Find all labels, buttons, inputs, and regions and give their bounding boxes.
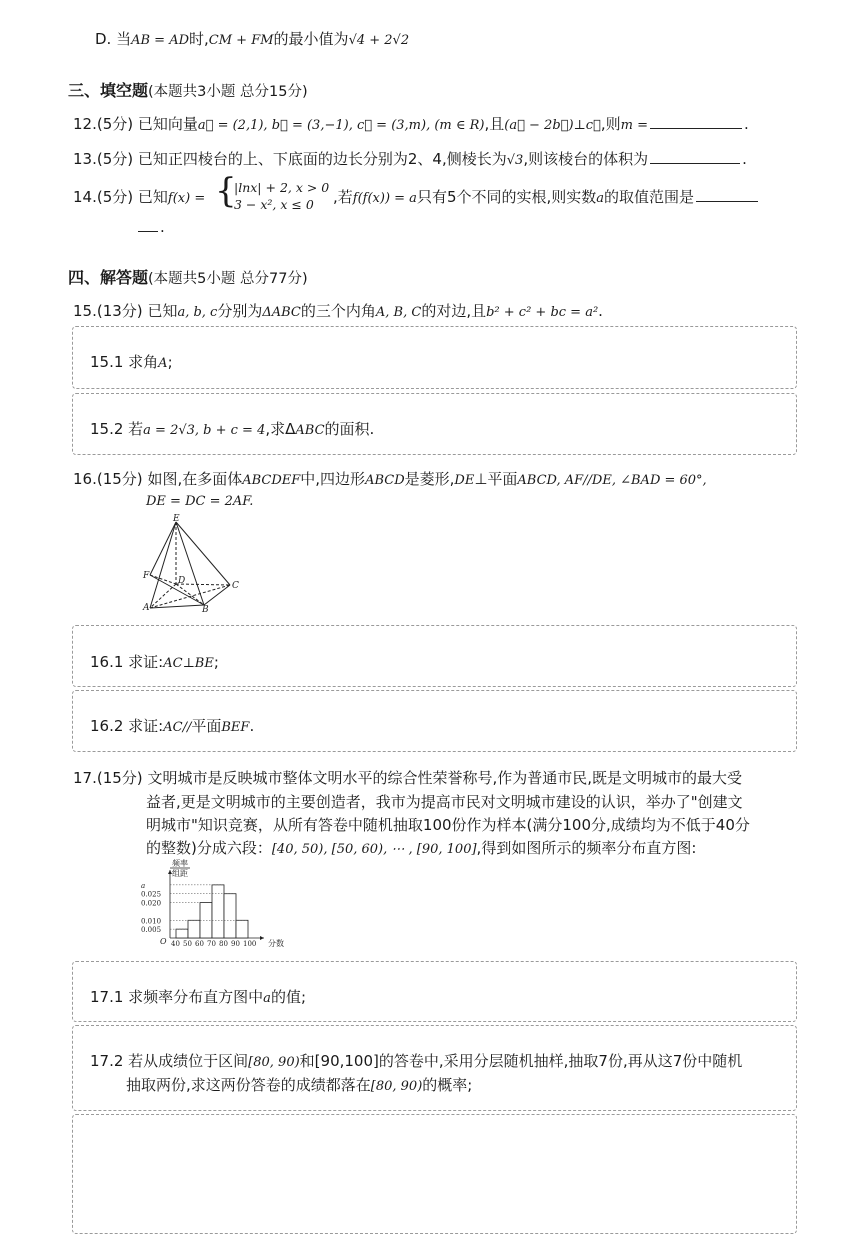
answer-box-16-1[interactable] [72, 625, 797, 687]
x-tick-label-70: 70 [207, 940, 216, 948]
answer-box-17-1[interactable] [72, 961, 797, 1022]
question-17-line-1: 17.(15分) 文明城市是反映城市整体文明水平的综合性荣誉称号,作为普通市民,既是文明城市的最大受 [73, 769, 742, 787]
section-3-heading: 三、填空题(本题共3小题 总分15分) [68, 81, 308, 100]
question-17-line-3: 明城市"知识竞赛，从所有答卷中随机抽取100份作为样本(满分100分,成绩均为不低于40分 [146, 816, 750, 834]
answer-blank-14-cont[interactable] [138, 230, 158, 232]
sub-question-17-2-line-2: 抽取两份,求这两份答卷的成绩都落在[80, 90)的概率; [126, 1076, 473, 1094]
ylabel-top: 频率 [172, 859, 188, 868]
edge-fe [150, 522, 176, 575]
answer-box-15-1[interactable] [72, 326, 797, 389]
piecewise-case-2: 3 − x², x ≤ 0 [234, 197, 314, 212]
question-17-line-2: 益者,更是文明城市的主要创造者，我市为提高市民对文明城市建设的认识，举办了"创建文 [146, 793, 743, 811]
edge-ab [150, 605, 204, 608]
answer-box-17-3[interactable] [72, 1114, 797, 1234]
q14-line2: . [136, 218, 165, 236]
x-tick-label-80: 80 [219, 940, 228, 948]
y-tick-label-3: 0.020 [141, 899, 162, 908]
q14-line1: 14.(5分) 已知f(x) = [73, 188, 206, 206]
x-tick-label-60: 60 [195, 940, 204, 948]
y-tick-label-2: 0.010 [141, 917, 162, 926]
sub-question-16-2: 16.2 求证:AC//平面BEF. [90, 717, 255, 735]
label-d: D [178, 576, 186, 586]
x-tick-label-50: 50 [183, 940, 192, 948]
diag-ac [150, 585, 230, 608]
frequency-histogram [140, 858, 300, 953]
polyhedron-figure [140, 512, 240, 612]
edge-eb [176, 522, 204, 605]
edge-bc [204, 585, 230, 605]
ylabel-bottom: 组距 [172, 869, 188, 878]
label-a: A [143, 603, 150, 612]
question-17-line-4: 的整数)分成六段：[40, 50), [50, 60), ⋯ , [90, 100],得到如图所示的频率分布直方图: [146, 839, 697, 857]
y-tick-label-5: a [141, 881, 146, 890]
answer-blank-14[interactable] [696, 200, 758, 202]
answer-blank-13[interactable] [650, 162, 740, 164]
question-16-line-2: DE = DC = 2AF. [146, 494, 254, 509]
histogram-bar-5 [224, 894, 236, 938]
x-tick-label-90: 90 [231, 940, 240, 948]
label-e: E [173, 514, 180, 524]
piecewise-brace: { [215, 171, 237, 211]
answer-box-17-2[interactable] [72, 1025, 797, 1111]
histogram-bar-2 [188, 920, 200, 938]
question-15: 15.(13分) 已知a, b, c分别为ΔABC的三个内角A, B, C的对边,且b² + c² + bc = a². [73, 302, 603, 320]
sub-question-15-2: 15.2 若a = 2√3, b + c = 4,求ΔABC的面积. [90, 420, 375, 438]
label-f: F [143, 571, 150, 581]
xlabel: 分数 [268, 939, 284, 948]
y-tick-label-4: 0.025 [141, 890, 162, 899]
option-d: D. 当AB = AD时,CM + FM的最小值为√4 + 2√2 [95, 30, 410, 48]
y-tick-label-1: 0.005 [141, 926, 162, 935]
sub-question-15-1: 15.1 求角A; [90, 353, 173, 371]
edge-ea [150, 522, 176, 608]
sub-question-16-1: 16.1 求证:AC⊥BE; [90, 653, 219, 671]
histogram-bar-1 [176, 929, 188, 938]
sub-question-17-2-line-1: 17.2 若从成绩位于区间[80, 90)和[90,100]的答卷中,采用分层随机抽样,抽取7份,再从这7份中随机 [90, 1052, 743, 1070]
q14-line1-rest: ,若f(f(x)) = a只有5个不同的实根,则实数a的取值范围是 [333, 186, 760, 207]
piecewise-case-1: |lnx| + 2, x > 0 [234, 180, 330, 195]
question-12: 12.(5分) 已知向量a⃗ = (2,1), b⃗ = (3,−1), c⃗ = (3,m), (m ∈ R),且(a⃗ − 2b⃗)⊥c⃗,则m = . [73, 115, 749, 133]
answer-box-15-2[interactable] [72, 393, 797, 455]
diag-db [176, 584, 204, 605]
histogram-bar-6 [236, 920, 248, 938]
question-13: 13.(5分) 已知正四棱台的上、下底面的边长分别为2、4,侧棱长为√3,则该棱台的体积为 . [73, 150, 747, 168]
histogram-bar-4 [212, 885, 224, 938]
x-tick-label-40: 40 [171, 940, 180, 948]
sub-question-17-1: 17.1 求频率分布直方图中a的值; [90, 988, 306, 1006]
origin-label: O [160, 937, 167, 946]
label-c: C [232, 581, 239, 591]
question-16: 16.(15分) 如图,在多面体ABCDEF中,四边形ABCD是菱形,DE⊥平面ABCD, AF//DE, ∠BAD = 60°, [73, 470, 707, 488]
section-4-heading: 四、解答题(本题共5小题 总分77分) [68, 268, 308, 287]
answer-box-16-2[interactable] [72, 690, 797, 752]
answer-blank-12[interactable] [650, 127, 742, 129]
label-b: B [202, 605, 209, 612]
x-axis-arrow [260, 936, 264, 940]
x-tick-label-100: 100 [243, 940, 257, 948]
